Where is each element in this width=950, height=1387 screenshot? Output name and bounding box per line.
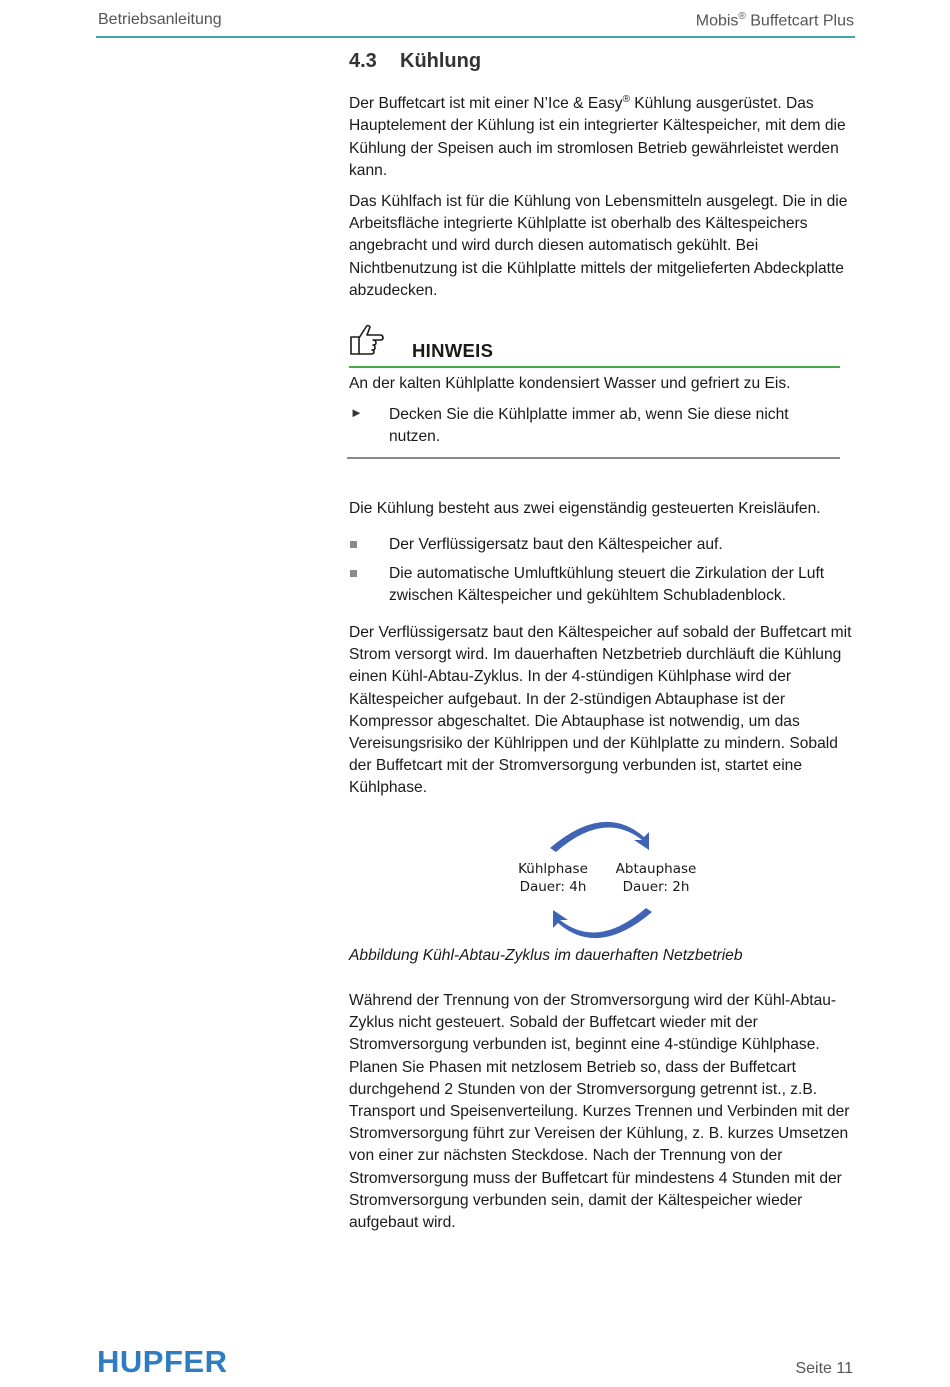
intro-paragraph-1-block: [349, 89, 855, 182]
list-item: Der Verflüssigersatz baut den Kältespeicher auf.: [389, 536, 723, 553]
intro-paragraph-1: Der Buffetcart ist mit einer N’Ice & Easy® Kühlung ausgerüstet. Das Hauptelement der Kühlung ist ein integrierter Kältespeicher, mit dem die Kühlung der Speisen auch im stromlosen Betrieb gewährleistet werden kann.: [349, 94, 846, 179]
defrost-phase-label: Abtauphase Dauer: 2h: [615, 861, 697, 895]
final-paragraph-block: [349, 990, 855, 1234]
hint-text: An der kalten Kühlplatte kondensiert Wasser und gefriert zu Eis.: [349, 375, 791, 392]
cooling-phase-label: Kühlphase Dauer: 4h: [518, 861, 588, 895]
page-number: Seite 11: [795, 1360, 853, 1377]
section-title: Kühlung: [400, 50, 482, 72]
intro-paragraph-2: Das Kühlfach ist für die Kühlung von Lebensmitteln ausgelegt. Die in die Arbeitsfläche integrierte Kühlplatte ist oberhalb des Kältespeichers angebracht und wird durch diesen automatisch gekühlt. Bei Nichtbenutzung ist die Kühlplatte mittels der mitgelieferten Abdeckplatte abzudecken.: [349, 193, 848, 299]
hint-bottom-rule: [347, 457, 840, 459]
figure-caption: Abbildung Kühl-Abtau-Zyklus im dauerhaften Netzbetrieb: [349, 947, 743, 964]
cooling-cycle-diagram: [500, 818, 700, 940]
pointing-hand-icon: [349, 323, 385, 357]
final-paragraph: Während der Trennung von der Stromversorgung wird der Kühl-Abtau-Zyklus nicht gesteuert. Sobald der Buffetcart wieder mit der Stromversorgung verbunden ist, beginnt eine 4-stündige Kühlphase. Planen Sie Phasen mit netzlosem Betrieb so, dass der Buffetcart durchgehend 2 Stunden von der Stromversorgung getrennt ist., z.B. Transport und Speisenverteilung. Kurzes Trennen und Verbinden mit der Stromversorgung führt zur Vereisen der Kühlung, z. B. kurzes Umsetzen von einer zur nächsten Steckdose. Nach der Trennung von der Stromversorgung muss der Buffetcart für mindestens 4 Stunden mit der Stromversorgung verbunden sein, damit der Kältespeicher wieder aufgebaut wird.: [349, 992, 850, 1232]
circuits-intro-block: [349, 498, 855, 520]
hint-action: Decken Sie die Kühlplatte immer ab, wenn Sie diese nicht nutzen.: [389, 406, 789, 446]
intro-paragraph-2-block: [349, 191, 855, 302]
list-bullet-square: [350, 541, 357, 548]
product-name-header: Mobis® Buffetcart Plus: [695, 11, 854, 30]
hint-title: HINWEIS: [412, 340, 494, 361]
section-number: 4.3: [349, 50, 377, 72]
circuits-intro: Die Kühlung besteht aus zwei eigenständig gesteuerten Kreisläufen.: [349, 500, 821, 517]
hint-arrow-bullet: ►: [350, 405, 363, 420]
list-item: Die automatische Umluftkühlung steuert die Zirkulation der Luft zwischen Kältespeicher und gekühltem Schubladenblock.: [389, 565, 825, 605]
cycle-paragraph-block: [349, 622, 855, 800]
hupfer-logo: HUPFER: [97, 1344, 228, 1379]
list-bullet-square: [350, 570, 357, 577]
top-cycle-arrow: [550, 822, 649, 852]
document-type-label: Betriebsanleitung: [98, 11, 222, 28]
hint-top-rule: [349, 366, 840, 368]
cycle-paragraph: Der Verflüssigersatz baut den Kältespeicher auf sobald der Buffetcart mit Strom versorgt wird. Im dauerhaften Netzbetrieb durchläuft die Kühlung einen Kühl-Abtau-Zyklus. In der 4-stündigen Kühlphase wird der Kältespeicher aufgebaut. In der 2-stündigen Abtauphase ist der Kompressor abgeschaltet. Die Abtauphase ist notwendig, um das Vereisungsrisiko der Kühlrippen und der Kühlplatte zu mindern. Sobald der Buffetcart mit der Stromversorgung verbunden ist, startet eine Kühlphase.: [349, 624, 852, 797]
bottom-cycle-arrow: [553, 908, 652, 938]
header-rule: [96, 36, 855, 38]
section-heading: [349, 50, 481, 73]
